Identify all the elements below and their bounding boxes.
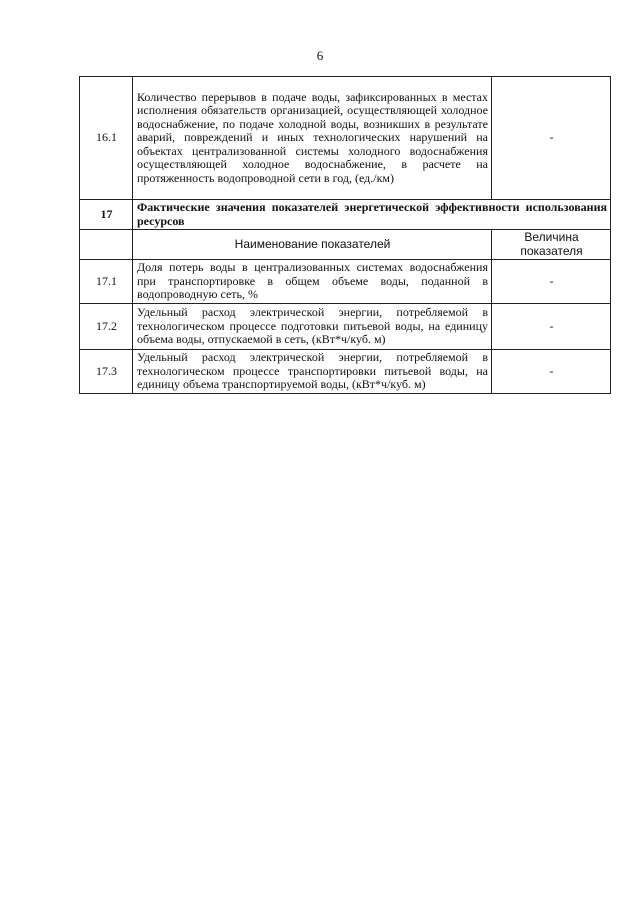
row-number: 17.2 xyxy=(80,304,133,350)
section-number: 17 xyxy=(80,200,133,230)
row-value: - xyxy=(492,77,611,200)
table-row xyxy=(80,77,611,200)
table-row xyxy=(80,350,611,394)
row-number: 16.1 xyxy=(80,77,133,200)
header-value: Величина показателя xyxy=(492,230,611,260)
row-number: 17.1 xyxy=(80,260,133,304)
section-row xyxy=(80,200,611,230)
row-value: - xyxy=(492,350,611,394)
page-number: 6 xyxy=(316,48,324,63)
row-value: - xyxy=(492,260,611,304)
section-title: Фактические значения показателей энергетической эффективности использования ресурсов xyxy=(133,200,611,230)
row-description: Количество перерывов в подаче воды, зафиксированных в местах исполнения обязательств организацией, осуществляющей холодное водоснабжение, по подаче холодной воды, возникших в результате аварий, повреждений и иных технологических нарушений на объектах централизованной системы холодного водоснабжения осуществляющей холодное водоснабжение, в расчете на протяженность водопроводной сети в год, (ед./км) xyxy=(133,77,492,200)
table-row xyxy=(80,260,611,304)
row-description: Удельный расход электрической энергии, потребляемой в технологическом процессе подготовки питьевой воды, на единицу объема воды, отпускаемой в сеть, (кВт*ч/куб. м) xyxy=(133,304,492,350)
row-description: Доля потерь воды в централизованных системах водоснабжения при транспортировке в общем объеме воды, поданной в водопроводную сеть, % xyxy=(133,260,492,304)
table-row xyxy=(80,304,611,350)
row-number: 17.3 xyxy=(80,350,133,394)
header-name: Наименование показателей xyxy=(133,230,492,260)
row-value: - xyxy=(492,304,611,350)
header-empty-cell xyxy=(80,230,133,260)
table-header-row xyxy=(80,230,611,260)
indicators-table xyxy=(79,76,611,394)
row-description: Удельный расход электрической энергии, потребляемой в технологическом процессе транспортировки питьевой воды, на единицу объема транспортируемой воды, (кВт*ч/куб. м) xyxy=(133,350,492,394)
